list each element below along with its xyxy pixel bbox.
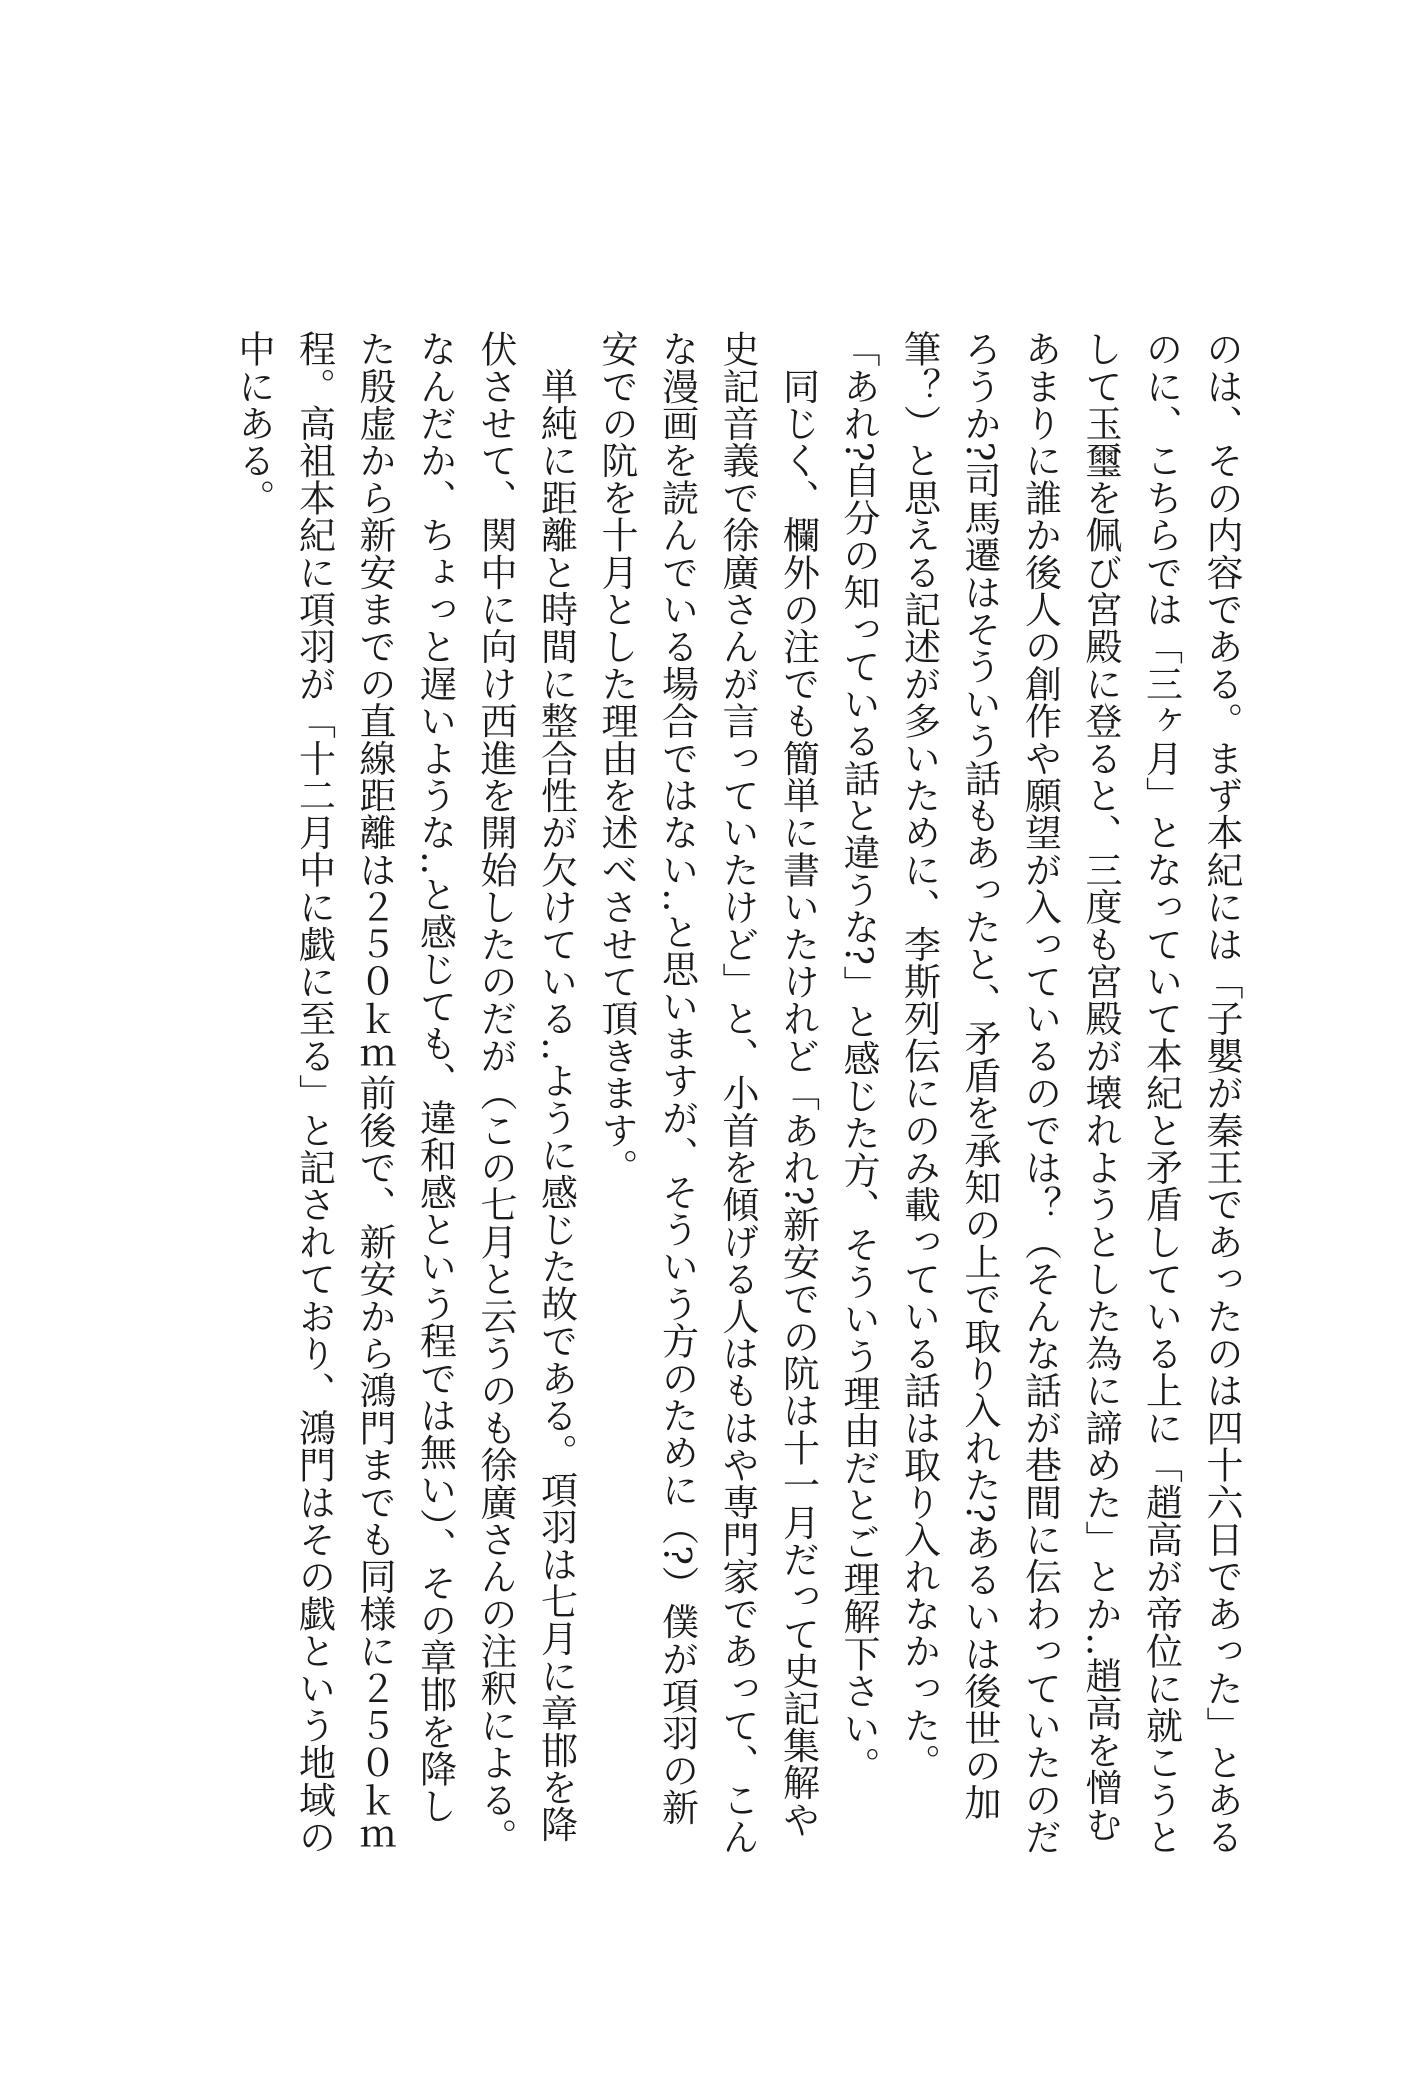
text-line: のは、その内容である。まず本紀には「子嬰が秦王であったのは四十六日であった」とある: [1200, 330, 1243, 1856]
text-line: 伏させて、関中に向け西進を開始したのだが（この七月と云うのも徐廣さんの注釈による。: [474, 330, 517, 1856]
text-line: な漫画を読んでいる場合ではない‥と思いますが、そういう方のために（?）僕が項羽の新: [655, 330, 699, 1826]
text-line: 史記音義で徐廣さんが言っていたけど」と、小首を傾げる人はもはや専門家であって、こん: [716, 330, 759, 1856]
text-line: なんだか、ちょっと遅いような‥と感じても、違和感という程では無い）、その章邯を降し: [413, 330, 457, 1825]
text-line: して玉璽を佩び宮殿に登ると、三度も宮殿が壊れようとした為に諦めた」とか‥趙高を憎む: [1079, 330, 1122, 1843]
text-line: 同じく、欄外の注でも簡単に書いたけれど「あれ?新安での阬は十一月だって史記集解や: [776, 330, 820, 1839]
text-line: あまりに誰か後人の創作や願望が入っているのでは？（そんな話が巷間に伝わっていたのだ: [1018, 330, 1062, 1856]
text-line: 安での阬を十月とした理由を述べさせて頂きます。: [595, 330, 638, 1186]
text-line: ろうか?司馬遷はそういう話もあったと、矛盾を承知の上で取り入れた?あるいは後世の加: [958, 330, 1001, 1821]
text-line: 中にある。: [232, 330, 275, 516]
text-line: 単純に距離と時間に整合性が欠けている‥ように感じた故である。項羽は七月に章邯を降: [534, 330, 578, 1843]
text-line: 程。高祖本紀に項羽が「十二月中に戯に至る」と記されており、鴻門はその戯という地域の: [292, 330, 336, 1856]
vertical-text-page: [223, 330, 1252, 1890]
text-line: のに、こちらでは「三ヶ月」となっていて本紀と矛盾している上に「趙高が帝位に就こうと: [1139, 330, 1183, 1856]
text-line: 「あれ?自分の知っている話と違うな?」と感じた方、そういう理由だとご理解下さい。: [837, 330, 880, 1784]
text-line: た殷虚から新安までの直線距離は２５０ｋｍ前後で、新安から鴻門までも同様に２５０ｋｍ: [353, 330, 396, 1856]
text-line: 筆？）と思える記述が多いために、李斯列伝にのみ載っている話は取り入れなかった。: [897, 330, 941, 1781]
